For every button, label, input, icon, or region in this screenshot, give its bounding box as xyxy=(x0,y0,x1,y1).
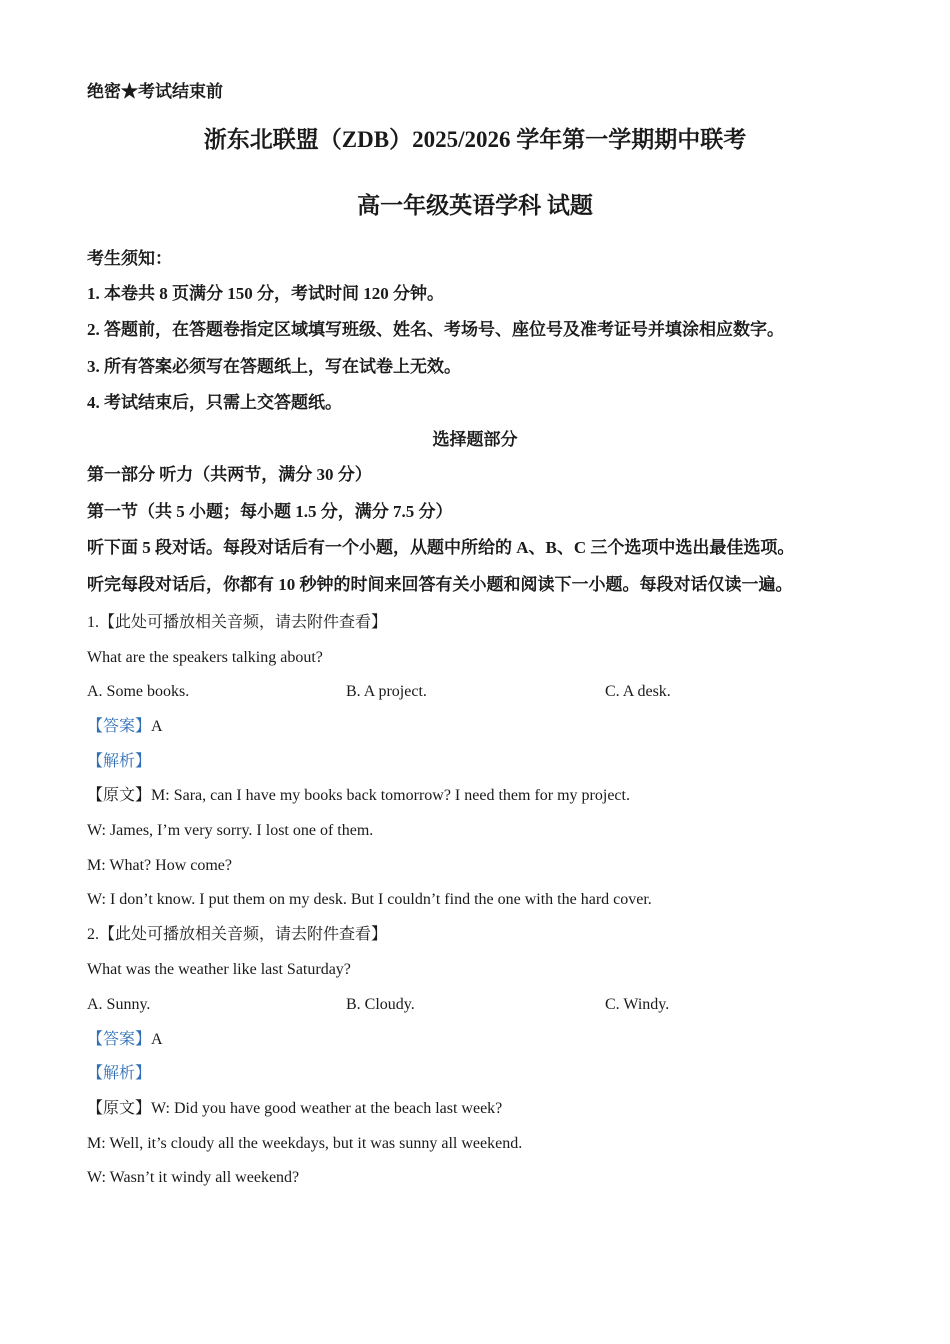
q2-transcript-line-3: W: Wasn’t it windy all weekend? xyxy=(87,1169,300,1186)
q2-audio-note: 2.【此处可播放相关音频，请去附件查看】 xyxy=(87,926,388,943)
q1-transcript-line-2: W: James, I’m very sorry. I lost one of them. xyxy=(87,822,374,839)
q1-transcript-label: 【原文】 xyxy=(87,787,152,804)
section1-instruction-1: 听下面 5 段对话。每段对话后有一个小题，从题中所给的 A、B、C 三个选项中选出最佳选项。 xyxy=(87,538,795,557)
q2-option-c: C. Windy. xyxy=(605,996,670,1013)
q2-answer xyxy=(87,1030,163,1050)
section1-heading: 第一节（共 5 小题；每小题 1.5 分，满分 7.5 分） xyxy=(87,502,453,521)
q2-option-b: B. Cloudy. xyxy=(346,996,415,1013)
section1-instruction-2: 听完每段对话后，你都有 10 秒钟的时间来回答有关小题和阅读下一小题。每段对话仅读一遍。 xyxy=(87,575,793,594)
part1-heading: 第一部分 听力（共两节，满分 30 分） xyxy=(87,465,372,484)
q2-transcript-line-1 xyxy=(87,1099,502,1119)
q1-answer xyxy=(87,717,163,737)
q1-option-a: A. Some books. xyxy=(87,683,190,700)
q1-answer-value: A xyxy=(151,718,163,735)
q2-answer-label: 【答案】 xyxy=(87,1031,152,1048)
exam-subtitle: 高一年级英语学科 试题 xyxy=(357,193,593,218)
notice-item-1: 1. 本卷共 8 页满分 150 分，考试时间 120 分钟。 xyxy=(87,284,444,303)
q1-options xyxy=(87,682,887,702)
choice-section-heading: 选择题部分 xyxy=(432,430,518,449)
notice-heading: 考生须知： xyxy=(87,249,172,268)
q2-question: What was the weather like last Saturday? xyxy=(87,961,351,978)
q2-transcript-label: 【原文】 xyxy=(87,1100,152,1117)
q2-analysis-label: 【解析】 xyxy=(87,1065,152,1082)
q2-transcript-line-2: M: Well, it’s cloudy all the weekdays, but it was sunny all weekend. xyxy=(87,1135,523,1152)
q1-question: What are the speakers talking about? xyxy=(87,649,323,666)
q1-option-c: C. A desk. xyxy=(605,683,671,700)
notice-item-2: 2. 答题前，在答题卷指定区域填写班级、姓名、考场号、座位号及准考证号并填涂相应数字。 xyxy=(87,320,784,339)
q1-transcript-line-3: M: What? How come? xyxy=(87,857,232,874)
q2-options xyxy=(87,995,887,1015)
q1-option-b: B. A project. xyxy=(346,683,427,700)
q1-transcript-text-1: M: Sara, can I have my books back tomorrow? I need them for my project. xyxy=(151,787,630,804)
q1-answer-label: 【答案】 xyxy=(87,718,152,735)
q1-audio-note: 1.【此处可播放相关音频，请去附件查看】 xyxy=(87,614,388,631)
exam-title: 浙东北联盟（ZDB）2025/2026 学年第一学期期中联考 xyxy=(203,127,747,152)
q1-transcript-line-4: W: I don’t know. I put them on my desk. But I couldn’t find the one with the hard cover. xyxy=(87,891,652,908)
notice-item-3: 3. 所有答案必须写在答题纸上，写在试卷上无效。 xyxy=(87,357,461,376)
q2-transcript-text-1: W: Did you have good weather at the beach last week? xyxy=(151,1100,503,1117)
confidential-label: 绝密★考试结束前 xyxy=(87,82,223,101)
q2-answer-value: A xyxy=(151,1031,163,1048)
q1-transcript-line-1 xyxy=(87,786,630,806)
q2-option-a: A. Sunny. xyxy=(87,996,151,1013)
q1-analysis-label: 【解析】 xyxy=(87,753,152,770)
notice-item-4: 4. 考试结束后，只需上交答题纸。 xyxy=(87,393,342,412)
